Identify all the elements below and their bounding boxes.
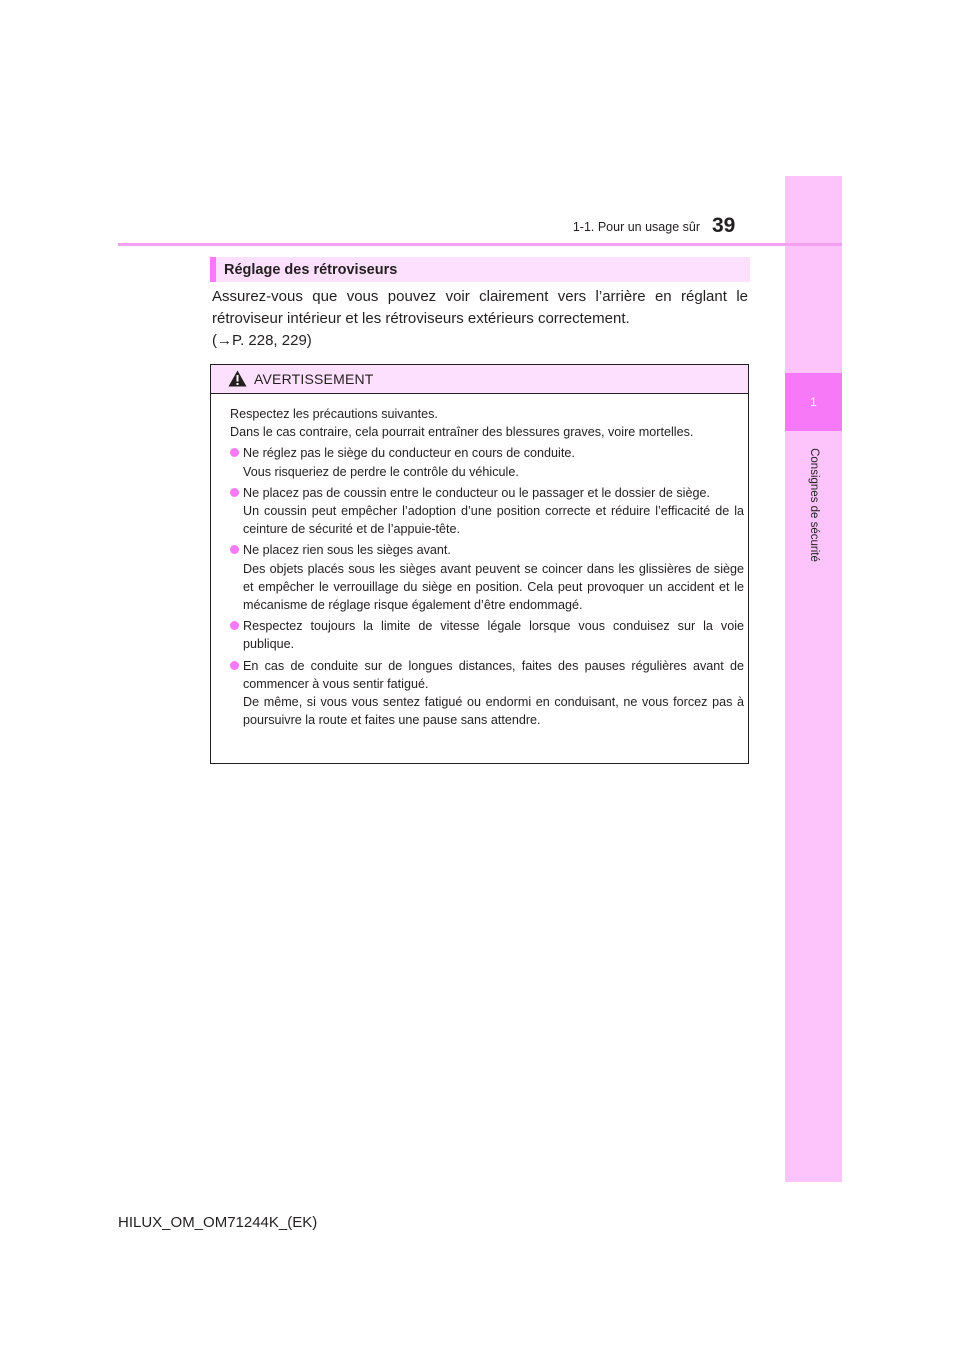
- warning-item: [230, 617, 744, 653]
- bullet-dot-icon: [230, 448, 239, 457]
- warning-item-detail: De même, si vous vous sentez fatigué ou endormi en conduisant, ne vous forcez pas à poursuivre la route et faites une pause sans attendre.: [243, 695, 744, 728]
- warning-header: [211, 365, 748, 394]
- warning-item-text: Respectez toujours la limite de vitesse légale lorsque vous conduisez sur la voie publique.: [243, 619, 744, 652]
- document-code: HILUX_OM_OM71244K_(EK): [118, 1214, 318, 1231]
- warning-list: [230, 444, 744, 729]
- section-intro: [212, 286, 748, 352]
- section-title-accent: [210, 257, 216, 282]
- warning-item-detail: Des objets placés sous les sièges avant peuvent se coincer dans les glissières de siège et empêcher le verrouillage du siège en position. Cela peut provoquer un accident et le mécanisme de réglage risque également d’être endommagé.: [243, 561, 744, 613]
- warning-item-text: Ne placez pas de coussin entre le conducteur ou le passager et le dossier de siège.: [243, 485, 710, 500]
- chapter-label: Consignes de sécurité: [808, 448, 820, 562]
- warning-item-text: Ne placez rien sous les sièges avant.: [243, 543, 451, 558]
- section-title: Réglage des rétroviseurs: [224, 262, 398, 278]
- bullet-dot-icon: [230, 545, 239, 554]
- chapter-side-tab: [785, 176, 842, 1182]
- warning-item-text: En cas de conduite sur de longues distances, faites des pauses régulières avant de commencer à vous sentir fatigué.: [243, 658, 744, 691]
- warning-box: [210, 364, 749, 764]
- intro-text: Assurez-vous que vous pouvez voir clairement vers l’arrière en réglant le rétroviseur intérieur et les rétroviseurs extérieurs correctement.: [212, 288, 748, 327]
- header-rule: [118, 243, 842, 246]
- warning-triangle-icon: [228, 370, 247, 387]
- warning-item-detail: Un coussin peut empêcher l’adoption d’une position correcte et réduire l’efficacité de la ceinture de sécurité et de l’appuie-tête.: [243, 504, 744, 537]
- chapter-number: 1: [810, 395, 817, 409]
- warning-intro: Respectez les précautions suivantes.: [230, 407, 438, 421]
- intro-page-ref[interactable]: (→P. 228, 229): [212, 332, 312, 349]
- warning-item: [230, 484, 744, 539]
- bullet-dot-icon: [230, 661, 239, 670]
- warning-item: [230, 444, 744, 480]
- bullet-dot-icon: [230, 621, 239, 630]
- warning-item-detail: Vous risqueriez de perdre le contrôle du véhicule.: [243, 464, 519, 479]
- warning-item: [230, 657, 744, 730]
- section-reference: 1-1. Pour un usage sûr: [572, 220, 700, 234]
- warning-body: [230, 405, 744, 729]
- page-number: 39: [712, 214, 736, 237]
- warning-title: AVERTISSEMENT: [254, 371, 374, 387]
- warning-item-text: Ne réglez pas le siège du conducteur en cours de conduite.: [243, 446, 575, 461]
- warning-item: [230, 541, 744, 614]
- warning-intro-consequence: Dans le cas contraire, cela pourrait entraîner des blessures graves, voire mortelles.: [230, 425, 694, 440]
- bullet-dot-icon: [230, 488, 239, 497]
